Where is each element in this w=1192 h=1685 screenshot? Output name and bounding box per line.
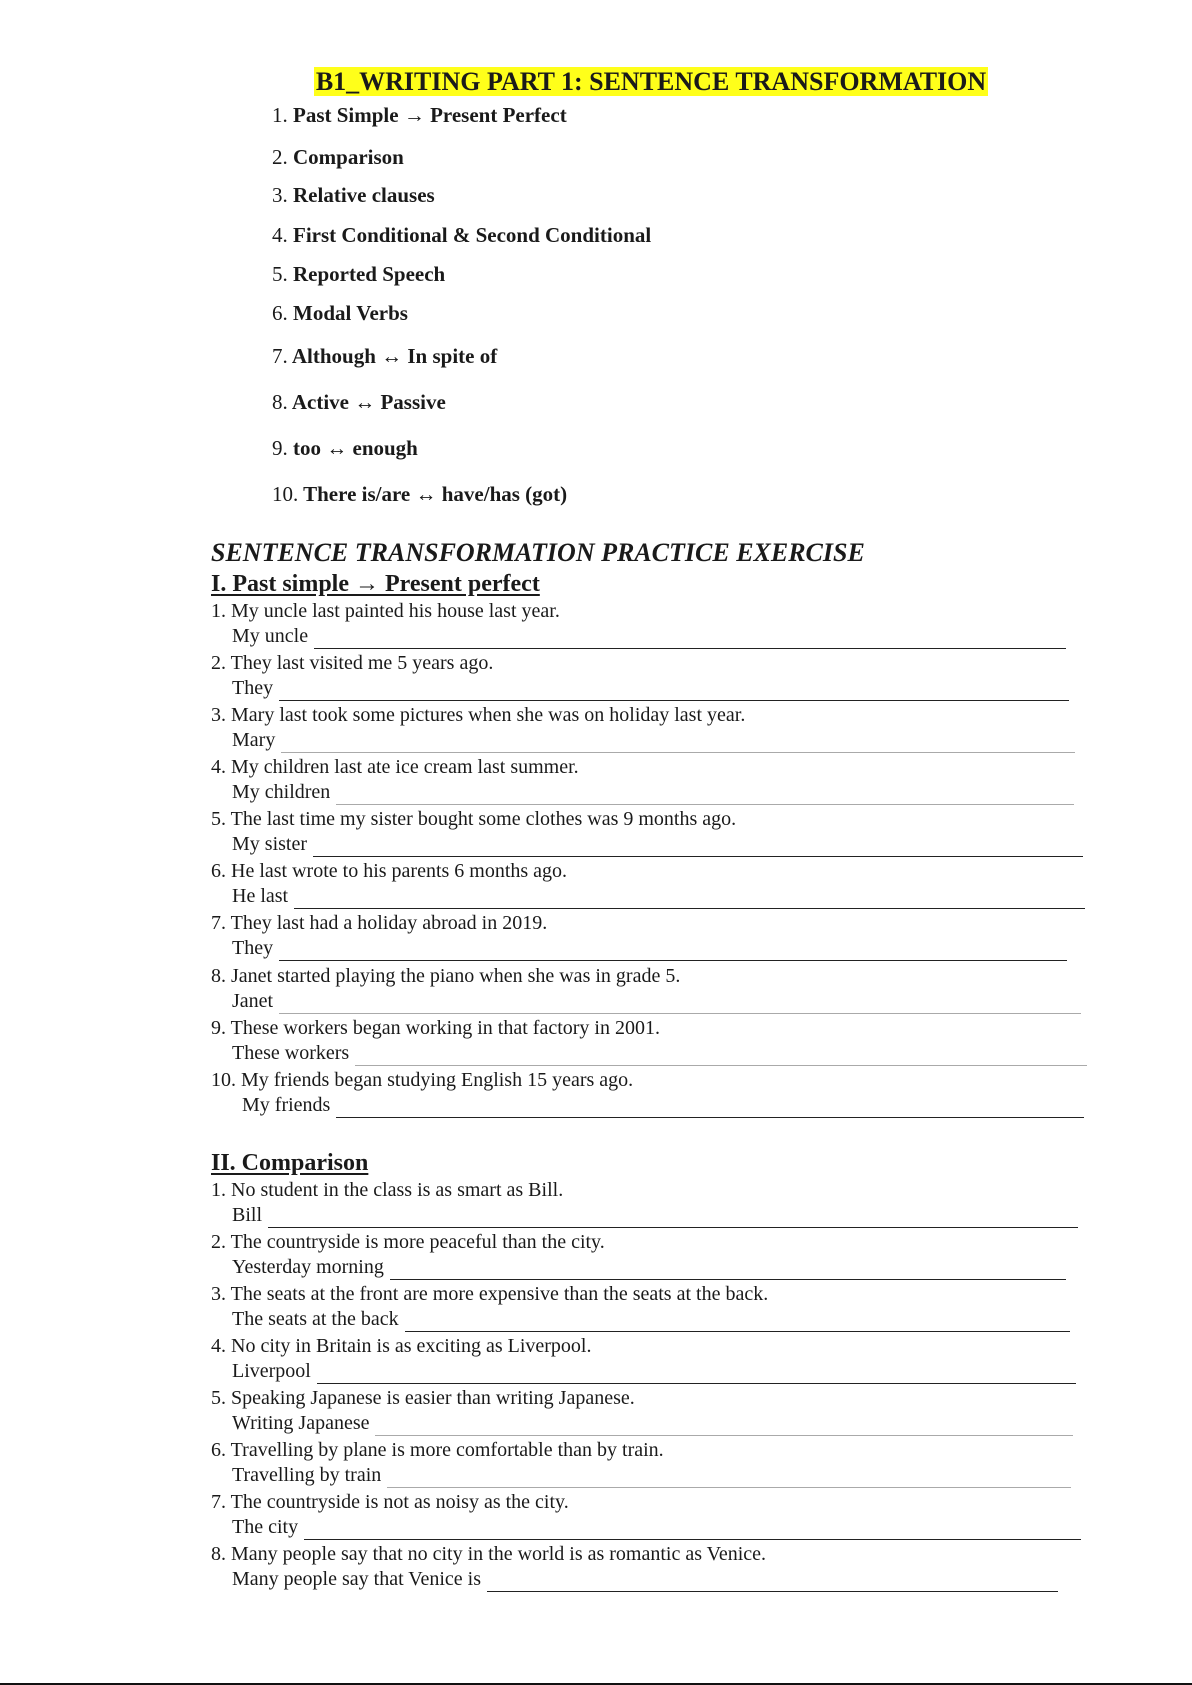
topic-item: 3. Relative clauses bbox=[272, 183, 435, 207]
answer-row bbox=[232, 1255, 1066, 1280]
answer-start: Liverpool bbox=[232, 1360, 311, 1382]
answer-line[interactable] bbox=[279, 993, 1081, 1014]
question: 8. Janet started playing the piano when she was in grade 5. bbox=[211, 965, 681, 987]
answer-line[interactable] bbox=[294, 888, 1085, 909]
answer-start: The seats at the back bbox=[232, 1308, 399, 1330]
topic-item: 1. Past Simple → Present Perfect bbox=[272, 103, 567, 127]
topic-item: 10. There is/are ↔ have/has (got) bbox=[272, 482, 568, 506]
question: 8. Many people say that no city in the world is as romantic as Venice. bbox=[211, 1543, 767, 1565]
answer-start: Janet bbox=[232, 990, 274, 1012]
answer-row bbox=[232, 728, 1075, 753]
answer-line[interactable] bbox=[304, 1519, 1081, 1540]
answer-row bbox=[242, 1093, 1084, 1118]
question: 7. The countryside is not as noisy as the city. bbox=[211, 1491, 569, 1513]
answer-row bbox=[232, 624, 1066, 649]
answer-row bbox=[232, 1411, 1073, 1436]
question: 6. Travelling by plane is more comfortable than by train. bbox=[211, 1439, 664, 1461]
answer-start: They bbox=[232, 677, 274, 699]
answer-row bbox=[232, 1515, 1081, 1540]
answer-line[interactable] bbox=[387, 1467, 1071, 1488]
question: 1. My uncle last painted his house last year. bbox=[211, 600, 560, 622]
question: 5. The last time my sister bought some clothes was 9 months ago. bbox=[211, 808, 737, 830]
answer-line[interactable] bbox=[314, 628, 1066, 649]
topic-item: 9. too ↔ enough bbox=[272, 436, 418, 460]
worksheet-title: B1_WRITING PART 1: SENTENCE TRANSFORMATION bbox=[315, 67, 987, 96]
answer-row bbox=[232, 1463, 1071, 1488]
answer-row bbox=[232, 1567, 1058, 1592]
answer-row bbox=[232, 936, 1067, 961]
answer-line[interactable] bbox=[279, 680, 1069, 701]
answer-line[interactable] bbox=[313, 836, 1083, 857]
section-heading: I. Past simple → Present perfect bbox=[211, 571, 540, 597]
answer-line[interactable] bbox=[279, 940, 1067, 961]
answer-line[interactable] bbox=[405, 1311, 1070, 1332]
question: 3. Mary last took some pictures when she was on holiday last year. bbox=[211, 704, 746, 726]
answer-start: My sister bbox=[232, 833, 307, 855]
question: 6. He last wrote to his parents 6 months ago. bbox=[211, 860, 568, 882]
answer-row bbox=[232, 780, 1074, 805]
answer-line[interactable] bbox=[336, 784, 1074, 805]
question: 2. The countryside is more peaceful than the city. bbox=[211, 1231, 605, 1253]
question: 2. They last visited me 5 years ago. bbox=[211, 652, 494, 674]
question: 5. Speaking Japanese is easier than writing Japanese. bbox=[211, 1387, 635, 1409]
answer-row bbox=[232, 1307, 1070, 1332]
topic-item: 7. Although ↔ In spite of bbox=[272, 344, 498, 368]
question: 4. No city in Britain is as exciting as Liverpool. bbox=[211, 1335, 592, 1357]
answer-start: My children bbox=[232, 781, 331, 803]
answer-start: These workers bbox=[232, 1042, 350, 1064]
answer-line[interactable] bbox=[317, 1363, 1076, 1384]
answer-row bbox=[232, 1359, 1076, 1384]
question: 1. No student in the class is as smart as Bill. bbox=[211, 1179, 564, 1201]
answer-start: Many people say that Venice is bbox=[232, 1568, 482, 1590]
answer-line[interactable] bbox=[487, 1571, 1058, 1592]
answer-start: The city bbox=[232, 1516, 299, 1538]
answer-start: My uncle bbox=[232, 625, 309, 647]
answer-row bbox=[232, 884, 1085, 909]
answer-line[interactable] bbox=[375, 1415, 1073, 1436]
question: 7. They last had a holiday abroad in 2019. bbox=[211, 912, 548, 934]
answer-line[interactable] bbox=[281, 732, 1075, 753]
answer-line[interactable] bbox=[268, 1207, 1078, 1228]
answer-row bbox=[232, 989, 1081, 1014]
answer-row bbox=[232, 1203, 1078, 1228]
answer-start: Travelling by train bbox=[232, 1464, 382, 1486]
topic-item: 6. Modal Verbs bbox=[272, 301, 408, 325]
section-heading: II. Comparison bbox=[211, 1150, 369, 1176]
question: 4. My children last ate ice cream last summer. bbox=[211, 756, 579, 778]
topic-item: 2. Comparison bbox=[272, 145, 404, 169]
question: 9. These workers began working in that factory in 2001. bbox=[211, 1017, 660, 1039]
answer-row bbox=[232, 832, 1083, 857]
answer-start: He last bbox=[232, 885, 289, 907]
question: 10. My friends began studying English 15 years ago. bbox=[211, 1069, 634, 1091]
answer-row bbox=[232, 1041, 1087, 1066]
topic-item: 8. Active ↔ Passive bbox=[272, 390, 446, 414]
answer-start: Mary bbox=[232, 729, 276, 751]
answer-start: Bill bbox=[232, 1204, 263, 1226]
answer-line[interactable] bbox=[355, 1045, 1087, 1066]
answer-line[interactable] bbox=[336, 1097, 1084, 1118]
answer-start: They bbox=[232, 937, 274, 959]
answer-start: Writing Japanese bbox=[232, 1412, 370, 1434]
practice-title: SENTENCE TRANSFORMATION PRACTICE EXERCISE bbox=[211, 538, 865, 567]
topic-item: 5. Reported Speech bbox=[272, 262, 446, 286]
answer-start: My friends bbox=[242, 1094, 331, 1116]
question: 3. The seats at the front are more expensive than the seats at the back. bbox=[211, 1283, 769, 1305]
answer-row bbox=[232, 676, 1069, 701]
answer-start: Yesterday morning bbox=[232, 1256, 384, 1278]
answer-line[interactable] bbox=[390, 1259, 1066, 1280]
topic-item: 4. First Conditional & Second Conditional bbox=[272, 223, 652, 247]
